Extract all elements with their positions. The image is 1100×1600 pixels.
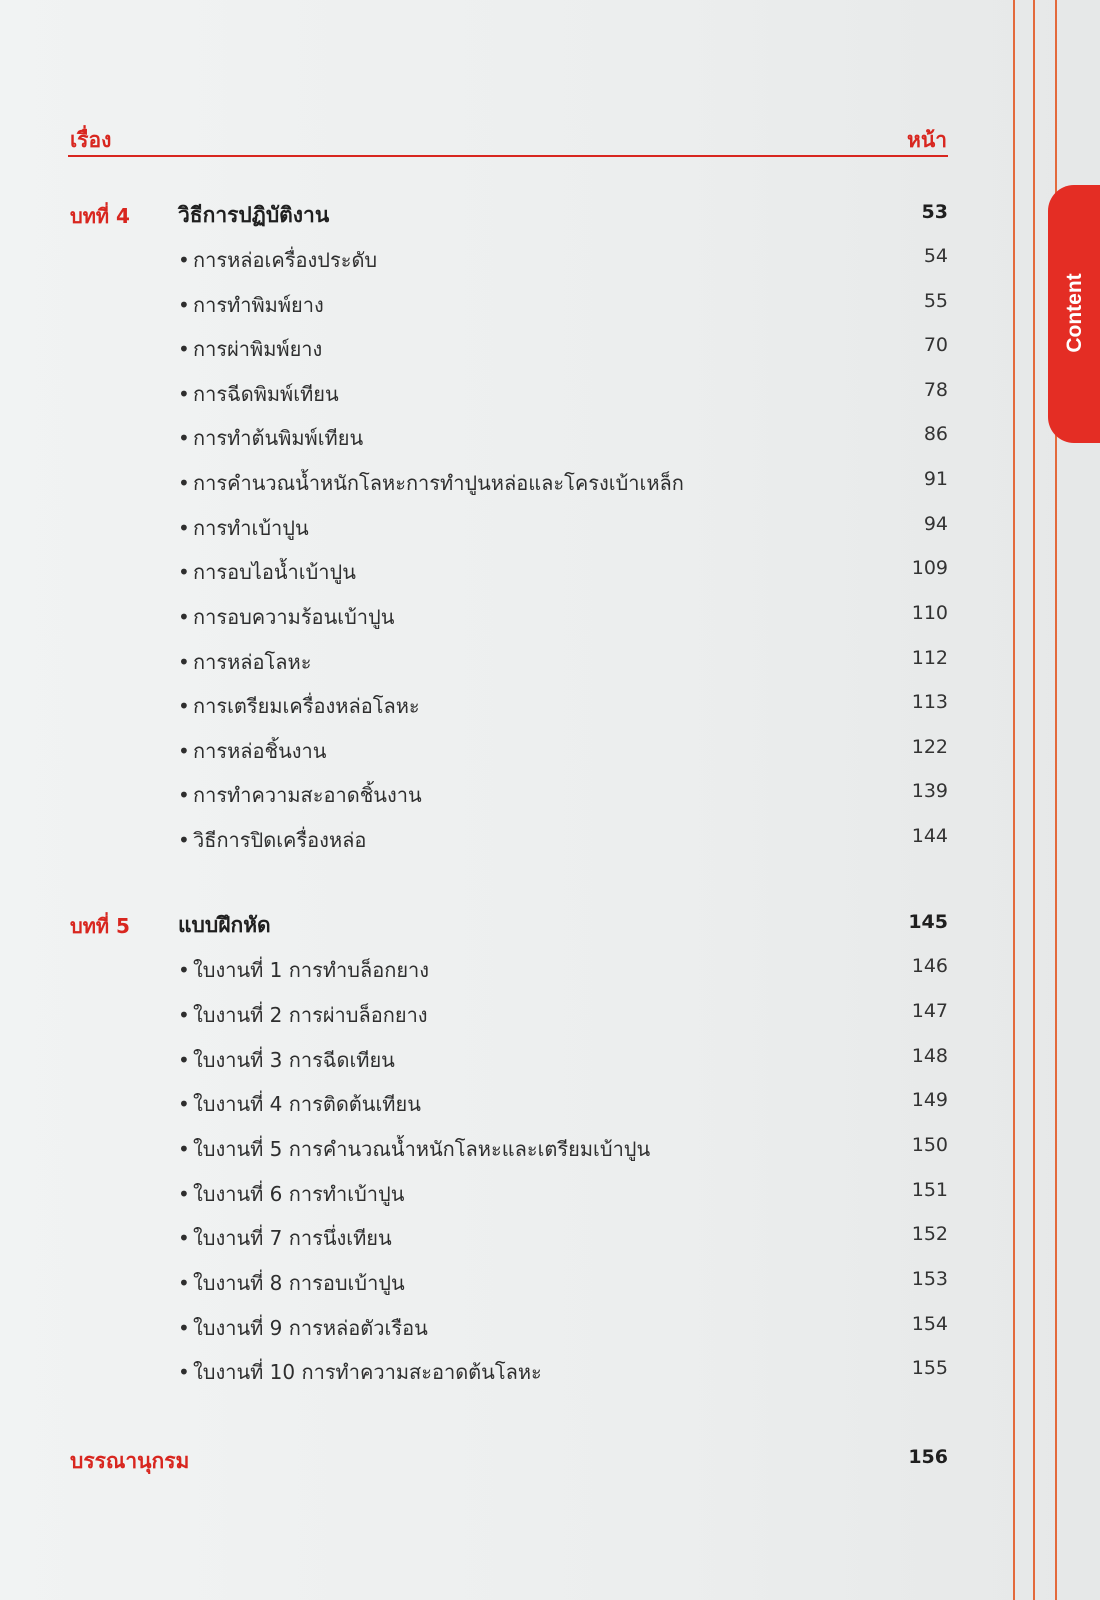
- toc-item-text: การฉีดพิมพ์เทียน: [193, 382, 339, 406]
- bullet: •: [178, 605, 190, 629]
- toc-item[interactable]: [178, 1178, 404, 1210]
- toc-item-page: 139: [911, 780, 948, 802]
- toc-item[interactable]: [178, 1312, 428, 1344]
- bullet: •: [178, 337, 190, 361]
- toc-item-text: การเตรียมเครื่องหล่อโลหะ: [193, 694, 420, 718]
- binding-line: [1033, 0, 1035, 1600]
- toc-item[interactable]: [178, 779, 422, 811]
- binding-line: [1013, 0, 1015, 1600]
- content-side-tab-label: Content: [1063, 273, 1086, 353]
- toc-item[interactable]: [178, 422, 363, 454]
- bullet: •: [178, 650, 190, 674]
- bullet: •: [178, 1003, 190, 1027]
- chapter-4-page: 53: [921, 201, 948, 223]
- header-divider: [68, 155, 948, 157]
- toc-item[interactable]: [178, 1356, 542, 1388]
- toc-item[interactable]: [178, 467, 684, 499]
- toc-item-text: ใบงานที่ 1 การทำบล็อกยาง: [193, 958, 430, 982]
- bullet: •: [178, 828, 190, 852]
- toc-item-text: การหล่อโลหะ: [193, 650, 312, 674]
- toc-item-page: 112: [911, 647, 948, 669]
- bullet: •: [178, 248, 190, 272]
- toc-item-page: 146: [911, 955, 948, 977]
- toc-item-text: การทำพิมพ์ยาง: [193, 293, 324, 317]
- toc-item[interactable]: [178, 1267, 405, 1299]
- chapter-5-page: 145: [908, 911, 948, 933]
- bullet: •: [178, 1182, 190, 1206]
- toc-item-text: ใบงานที่ 7 การนึ่งเทียน: [193, 1226, 392, 1250]
- toc-item-page: 152: [911, 1223, 948, 1245]
- bullet: •: [178, 560, 190, 584]
- bullet: •: [178, 426, 190, 450]
- toc-item-page: 149: [911, 1089, 948, 1111]
- toc-item-text: การอบความร้อนเบ้าปูน: [193, 605, 395, 629]
- toc-item-page: 109: [911, 557, 948, 579]
- toc-item-page: 151: [911, 1179, 948, 1201]
- toc-item-text: การทำความสะอาดชิ้นงาน: [193, 783, 422, 807]
- toc-item-page: 144: [911, 825, 948, 847]
- bullet: •: [178, 1360, 190, 1384]
- toc-item-page: 150: [911, 1134, 948, 1156]
- header-topic-label: เรื่อง: [70, 128, 112, 152]
- toc-item-page: 154: [911, 1313, 948, 1335]
- toc-item[interactable]: [178, 1222, 392, 1254]
- toc-item[interactable]: [178, 1133, 650, 1165]
- toc-item-text: วิธีการปิดเครื่องหล่อ: [193, 828, 367, 852]
- toc-item[interactable]: [178, 1088, 421, 1120]
- bullet: •: [178, 293, 190, 317]
- bullet: •: [178, 382, 190, 406]
- toc-item-text: ใบงานที่ 6 การทำเบ้าปูน: [193, 1182, 405, 1206]
- toc-item-text: การหล่อเครื่องประดับ: [193, 248, 378, 272]
- toc-item-text: ใบงานที่ 8 การอบเบ้าปูน: [193, 1271, 405, 1295]
- toc-item-page: 148: [911, 1045, 948, 1067]
- toc-item-page: 122: [911, 736, 948, 758]
- bullet: •: [178, 694, 190, 718]
- toc-item-page: 113: [911, 691, 948, 713]
- bullet: •: [178, 1048, 190, 1072]
- toc-item[interactable]: [178, 556, 356, 588]
- toc-item-text: การทำเบ้าปูน: [193, 516, 309, 540]
- toc-item[interactable]: [178, 735, 326, 767]
- bullet: •: [178, 958, 190, 982]
- toc-item-text: ใบงานที่ 10 การทำความสะอาดต้นโลหะ: [193, 1360, 542, 1384]
- bullet: •: [178, 1137, 190, 1161]
- toc-item-page: 94: [923, 513, 948, 535]
- toc-item[interactable]: [178, 999, 428, 1031]
- bullet: •: [178, 1316, 190, 1340]
- toc-item-text: ใบงานที่ 3 การฉีดเทียน: [193, 1048, 395, 1072]
- toc-item-page: 55: [923, 290, 948, 312]
- toc-item-page: 54: [923, 245, 948, 267]
- chapter-5-number: บทที่ 5: [70, 914, 130, 938]
- toc-item[interactable]: [178, 244, 377, 276]
- bullet: •: [178, 783, 190, 807]
- bullet: •: [178, 1271, 190, 1295]
- toc-item-text: การอบไอน้ำเบ้าปูน: [193, 560, 356, 584]
- toc-item[interactable]: [178, 512, 309, 544]
- bullet: •: [178, 1226, 190, 1250]
- toc-item-text: การหล่อชิ้นงาน: [193, 739, 327, 763]
- toc-item[interactable]: [178, 333, 322, 365]
- chapter-5-title[interactable]: แบบฝึกหัด: [178, 913, 271, 937]
- toc-item-page: 153: [911, 1268, 948, 1290]
- toc-item-page: 155: [911, 1357, 948, 1379]
- toc-item-text: ใบงานที่ 2 การผ่าบล็อกยาง: [193, 1003, 428, 1027]
- toc-item-page: 91: [923, 468, 948, 490]
- toc-item[interactable]: [178, 646, 311, 678]
- header-page-label: หน้า: [907, 128, 947, 152]
- bullet: •: [178, 739, 190, 763]
- toc-item-text: ใบงานที่ 9 การหล่อตัวเรือน: [193, 1316, 428, 1340]
- bullet: •: [178, 516, 190, 540]
- bibliography-page: 156: [908, 1446, 948, 1468]
- toc-item-text: การทำต้นพิมพ์เทียน: [193, 426, 364, 450]
- toc-item-text: ใบงานที่ 4 การติดต้นเทียน: [193, 1092, 421, 1116]
- toc-item-page: 86: [923, 423, 948, 445]
- toc-item[interactable]: [178, 824, 366, 856]
- toc-item-text: ใบงานที่ 5 การคำนวณน้ำหนักโลหะและเตรียมเบ้าปูน: [193, 1137, 651, 1161]
- chapter-4-title[interactable]: วิธีการปฏิบัติงาน: [178, 203, 330, 227]
- toc-item-page: 70: [923, 334, 948, 356]
- toc-item[interactable]: [178, 690, 420, 722]
- toc-item[interactable]: [178, 1044, 395, 1076]
- toc-item-text: การคำนวณน้ำหนักโลหะการทำปูนหล่อและโครงเบ้าเหล็ก: [193, 471, 684, 495]
- toc-item[interactable]: [178, 601, 394, 633]
- bullet: •: [178, 471, 190, 495]
- toc-item[interactable]: [178, 289, 324, 321]
- toc-item[interactable]: [178, 954, 429, 986]
- toc-item-page: 110: [911, 602, 948, 624]
- toc-item[interactable]: [178, 378, 339, 410]
- bibliography-label[interactable]: บรรณานุกรม: [70, 1449, 190, 1473]
- toc-item-page: 78: [923, 379, 948, 401]
- toc-item-text: การผ่าพิมพ์ยาง: [193, 337, 323, 361]
- bullet: •: [178, 1092, 190, 1116]
- chapter-4-number: บทที่ 4: [70, 204, 130, 228]
- toc-item-page: 147: [911, 1000, 948, 1022]
